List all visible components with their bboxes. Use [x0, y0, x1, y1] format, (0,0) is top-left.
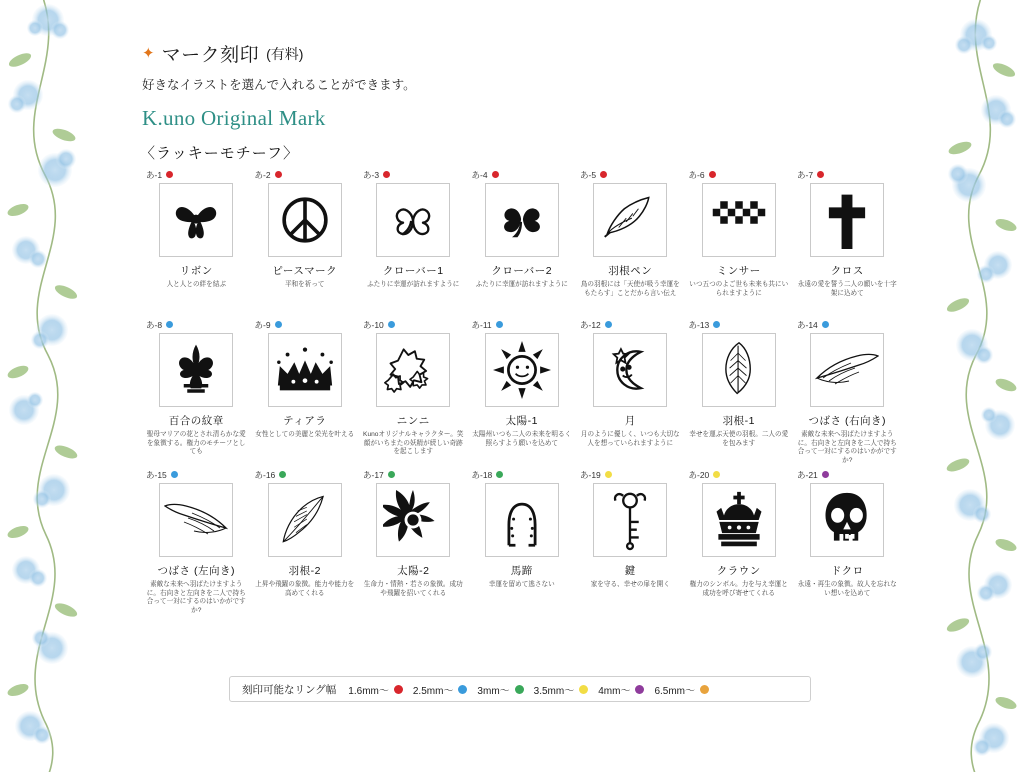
- mark-item[interactable]: [251, 318, 360, 468]
- mark-name: 馬蹄: [510, 565, 533, 577]
- mark-grid: [142, 168, 902, 618]
- mark-code: あ-10: [363, 319, 384, 330]
- legend-title: 刻印可能なリング幅: [242, 683, 337, 696]
- mark-code: あ-5: [580, 169, 597, 180]
- mark-desc: 家を守る、幸せの扉を開く: [590, 581, 670, 588]
- mark-code-row: [468, 168, 577, 181]
- mark-code: あ-16: [254, 469, 276, 480]
- mark-code-row: [576, 318, 685, 331]
- mark-code: あ-7: [797, 169, 814, 180]
- width-dot: [817, 171, 824, 178]
- mark-code-row: [359, 318, 468, 331]
- sun-2-icon: [376, 483, 450, 557]
- mark-desc: Kunoオリジナルキャラクター。笑顔がいちまたの妖精が続しい奇跡を起こします: [363, 431, 464, 456]
- crown-icon: [702, 483, 776, 557]
- wings-left-icon: [159, 483, 233, 557]
- legend-entry: [413, 682, 468, 697]
- mark-code-row: [468, 318, 577, 331]
- width-dot: [605, 321, 612, 328]
- legend-dot-blue: [458, 685, 467, 694]
- mark-item[interactable]: [685, 468, 794, 618]
- mark-code: あ-15: [146, 469, 167, 480]
- ribbon-icon: [159, 183, 233, 257]
- mark-code-row: [251, 318, 360, 331]
- catalog-content: [92, 0, 932, 772]
- width-dot: [605, 471, 612, 478]
- legend-bar: [229, 676, 811, 702]
- mark-desc: 幸運を留めて逃さない: [488, 581, 555, 588]
- feather-1-icon: [702, 333, 776, 407]
- mark-code: あ-19: [580, 469, 601, 480]
- brand-title: K.uno Original Mark: [142, 106, 326, 130]
- mark-name: クローバー2: [491, 265, 553, 277]
- mark-desc: 人と人との絆を結ぶ: [166, 281, 226, 288]
- width-dot: [171, 471, 178, 478]
- legend-entry: [348, 682, 403, 697]
- mark-item[interactable]: [251, 168, 360, 318]
- mark-code-row: [576, 168, 685, 181]
- horseshoe-icon: [485, 483, 559, 557]
- mark-item[interactable]: [576, 468, 685, 618]
- mark-item[interactable]: [793, 468, 902, 618]
- mark-code: あ-17: [363, 469, 384, 480]
- wings-right-icon: [810, 333, 884, 407]
- mark-name: 月: [624, 415, 636, 427]
- mark-name: 百合の紋章: [168, 415, 224, 427]
- mark-code-row: [359, 468, 468, 481]
- mark-code: あ-4: [471, 169, 488, 180]
- width-dot: [713, 321, 720, 328]
- mark-item[interactable]: [468, 168, 577, 318]
- mark-desc: 上昇や飛躍の象徴。能力や能力を高めてくれる: [255, 581, 355, 597]
- mark-item[interactable]: [359, 468, 468, 618]
- mark-code: あ-18: [471, 469, 493, 480]
- mark-item[interactable]: [468, 318, 577, 468]
- mark-name: クラウン: [716, 565, 761, 577]
- mark-name: クロス: [830, 265, 864, 277]
- section-title: 〈ラッキーモチーフ〉: [140, 145, 299, 162]
- mark-name: ピースマーク: [272, 265, 338, 277]
- mark-code: あ-3: [363, 169, 380, 180]
- mark-item[interactable]: [576, 168, 685, 318]
- mark-name: 太陽-2: [397, 565, 430, 577]
- sun-1-icon: [485, 333, 559, 407]
- legend-entry: [477, 682, 523, 697]
- width-dot: [166, 171, 173, 178]
- mark-item[interactable]: [142, 168, 251, 318]
- mark-code: あ-9: [254, 319, 271, 330]
- width-dot: [166, 321, 173, 328]
- mark-code-row: [142, 318, 251, 331]
- width-dot: [388, 321, 395, 328]
- mark-desc: 素敵な未来へ羽ばたけますように。右向きと左向きを二人で持ち合って一対にするのはいかがですか?: [797, 431, 897, 465]
- cross-icon: [810, 183, 884, 257]
- width-dot: [496, 471, 503, 478]
- width-dot: [388, 471, 395, 478]
- mark-item[interactable]: [251, 468, 360, 618]
- clover-2-icon: [485, 183, 559, 257]
- legend-entry: [598, 682, 644, 697]
- page-title-suffix: (有料): [266, 45, 304, 62]
- mark-code: あ-12: [580, 319, 601, 330]
- width-dot: [496, 321, 503, 328]
- mark-item[interactable]: [359, 168, 468, 318]
- mark-code-row: [685, 168, 794, 181]
- mark-code-row: [793, 168, 902, 181]
- legend-label: 2.5mm〜: [412, 685, 454, 697]
- mark-desc: 素敵な未来へ羽ばたけますように。右向きと左向きを二人で持ち合って一対にするのはいかがですか?: [146, 581, 246, 615]
- decorative-floral-border-right: [932, 0, 1024, 772]
- mark-item[interactable]: [142, 318, 251, 468]
- mark-code-row: [251, 468, 360, 481]
- width-dot: [713, 471, 720, 478]
- legend-label: 6.5mm〜: [654, 685, 696, 697]
- legend-dot-yellow: [579, 685, 588, 694]
- mark-desc: 永遠の愛を誓う二人の願いを十字架に込めて: [797, 281, 897, 297]
- mark-code: あ-11: [471, 319, 492, 330]
- width-dot: [279, 471, 286, 478]
- mark-desc: 権力のシンボル。力を与え幸運と成功を呼び寄せてくれる: [689, 581, 788, 597]
- mark-name: ミンサー: [716, 265, 761, 277]
- legend-label: 1.6mm〜: [348, 685, 389, 697]
- mark-name: リボン: [179, 265, 213, 277]
- skull-icon: [810, 483, 884, 557]
- width-dot: [600, 171, 607, 178]
- mark-code: あ-6: [688, 169, 705, 180]
- mark-code: あ-1: [146, 169, 163, 180]
- mark-name: 羽根-1: [722, 415, 755, 427]
- mark-desc: 平和を祈って: [284, 281, 325, 288]
- mark-name: つばさ (右向き): [808, 415, 886, 427]
- feather-2-icon: [268, 483, 342, 557]
- mark-code-row: [359, 168, 468, 181]
- mark-name: つばさ (左向き): [157, 565, 235, 577]
- mark-name: クローバー1: [382, 265, 444, 277]
- legend-entry: [534, 682, 589, 697]
- legend-dot-green: [515, 685, 524, 694]
- clover-1-icon: [376, 183, 450, 257]
- ninni-icon: [376, 333, 450, 407]
- mark-desc: 聖母マリアの花とされ清らかな愛を象徴する。権力のモチーフとしても: [146, 431, 246, 456]
- mark-code: あ-8: [146, 319, 163, 330]
- feather-pen-icon: [593, 183, 667, 257]
- mark-item[interactable]: [793, 168, 902, 318]
- width-dot: [275, 321, 282, 328]
- mark-desc: ふたりに幸運が訪れますように: [367, 281, 460, 288]
- legend-label: 4mm〜: [598, 685, 631, 697]
- mark-item[interactable]: [793, 318, 902, 468]
- mark-code-row: [142, 468, 251, 481]
- fleur-de-lis-icon: [159, 333, 233, 407]
- width-dot: [709, 171, 716, 178]
- mark-desc: 月のように優しく、いつも大切な人を想っていられますように: [580, 431, 680, 447]
- mark-name: 羽根-2: [288, 565, 321, 577]
- mark-desc: 永遠・再生の象徴。故人を忘れない想いを込めて: [797, 581, 897, 597]
- mark-code-row: [685, 318, 794, 331]
- mark-code-row: [685, 468, 794, 481]
- mark-desc: 幸せを運ぶ天使の羽根。二人の愛を包みます: [689, 431, 789, 447]
- width-dot: [822, 321, 829, 328]
- sparkle-icon: ✦: [142, 45, 155, 62]
- mark-desc: 太陽州いつも二人の未来を明るく照らすよう願いを込めて: [472, 431, 572, 447]
- mark-code-row: [576, 468, 685, 481]
- mark-code: あ-13: [688, 319, 710, 330]
- mark-item[interactable]: [685, 318, 794, 468]
- legend-dot-orange: [700, 685, 709, 694]
- mark-code: あ-21: [797, 469, 818, 480]
- mark-item[interactable]: [576, 318, 685, 468]
- mark-code: あ-20: [688, 469, 710, 480]
- width-dot: [492, 171, 499, 178]
- peace-mark-icon: [268, 183, 342, 257]
- mark-name: 太陽-1: [505, 415, 538, 427]
- mark-item[interactable]: [468, 468, 577, 618]
- legend-dot-red: [394, 685, 403, 694]
- mark-code-row: [142, 168, 251, 181]
- minsa-icon: [702, 183, 776, 257]
- mark-desc: いつ五つのよご世も未来も共にいられますように: [689, 281, 789, 297]
- mark-item[interactable]: [142, 468, 251, 618]
- mark-desc: 鳥の羽根には「天使が吸う幸運をもたらす」ことだから言い伝え: [580, 281, 680, 297]
- mark-desc: 生命力・情熱・若さの象徴。成功や飛躍を招いてくれる: [363, 581, 463, 597]
- page-title: マーク刻印: [161, 45, 260, 66]
- decorative-floral-border-left: [0, 0, 92, 772]
- mark-code: あ-14: [797, 319, 818, 330]
- tiara-icon: [268, 333, 342, 407]
- mark-code-row: [793, 468, 902, 481]
- mark-desc: 女性としての美麗と栄光を叶える: [255, 431, 355, 438]
- mark-desc: ふたりに幸運が訪れますように: [475, 281, 568, 288]
- mark-name: 鍵: [624, 565, 636, 577]
- legend-label: 3mm〜: [477, 685, 510, 697]
- page-lead-text: 好きなイラストを選んで入れることができます。: [142, 78, 416, 92]
- width-dot: [383, 171, 390, 178]
- legend-entry: [654, 682, 709, 697]
- mark-name: 羽根ペン: [608, 265, 653, 277]
- width-dot: [822, 471, 829, 478]
- mark-name: ティアラ: [283, 415, 327, 427]
- legend-label: 3.5mm〜: [533, 685, 575, 697]
- mark-code: あ-2: [254, 169, 271, 180]
- key-icon: [593, 483, 667, 557]
- mark-code-row: [793, 318, 902, 331]
- width-dot: [275, 171, 282, 178]
- mark-item[interactable]: [685, 168, 794, 318]
- legend-dot-purple: [635, 685, 644, 694]
- page-heading: [142, 40, 303, 67]
- mark-name: ニンニ: [396, 415, 430, 427]
- mark-code-row: [468, 468, 577, 481]
- mark-item[interactable]: [359, 318, 468, 468]
- mark-code-row: [251, 168, 360, 181]
- moon-icon: [593, 333, 667, 407]
- mark-name: ドクロ: [830, 565, 864, 577]
